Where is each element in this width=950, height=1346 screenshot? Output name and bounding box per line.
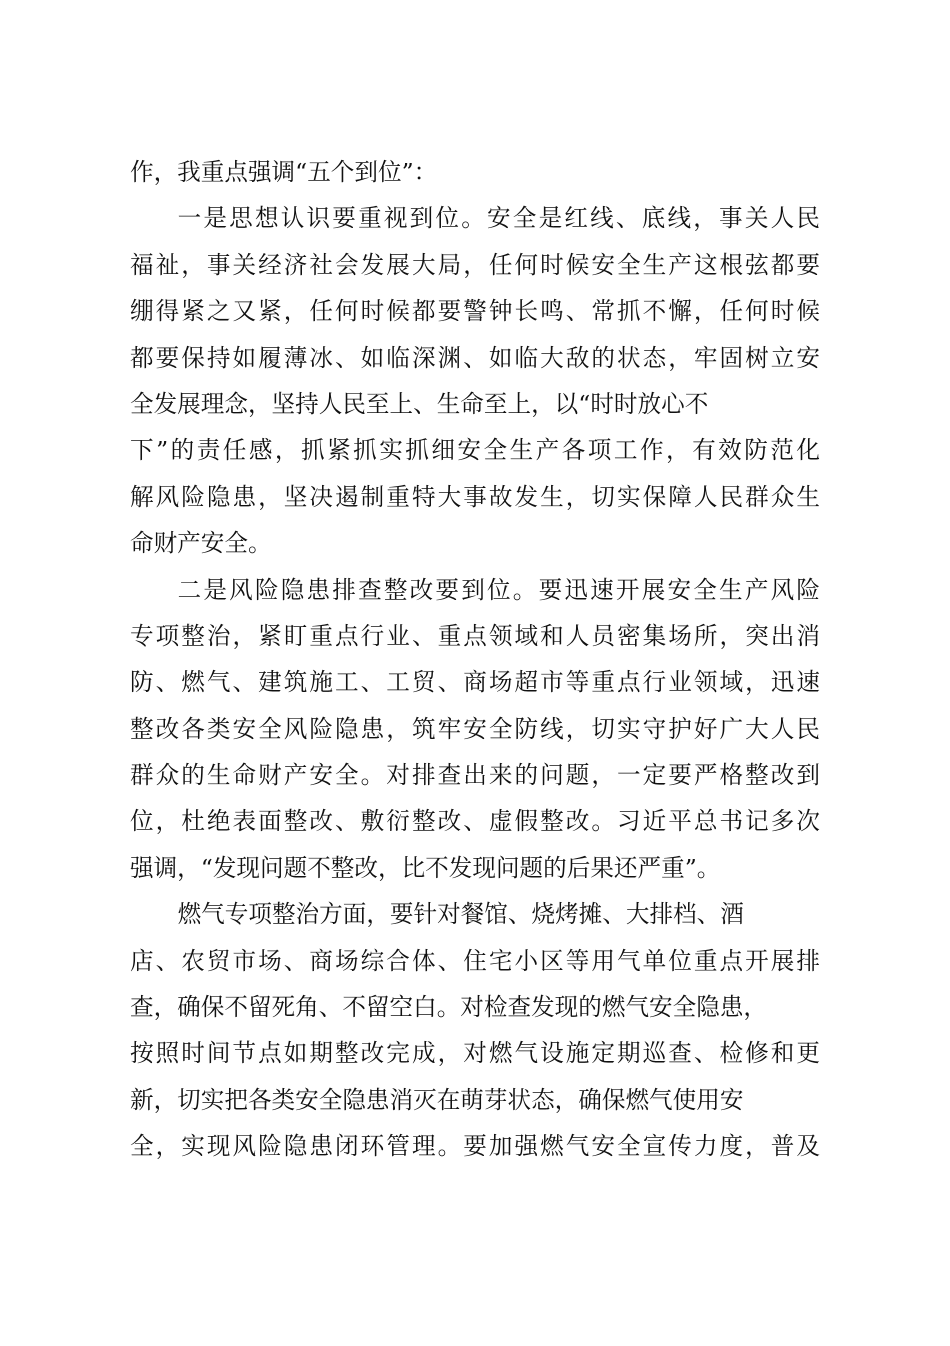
text-line: 全，实现风险隐患闭环管理。要加强燃气安全宣传力度，普及 xyxy=(130,1132,820,1161)
paragraph-first-line: 二是风险隐患排查整改要到位。要迅速开展安全生产风险 xyxy=(177,575,820,604)
text-line: 防、燃气、建筑施工、工贸、商场超市等重点行业领域，迅速 xyxy=(130,668,820,697)
document-body xyxy=(130,149,820,1170)
text-line: 强调，“发现问题不整改，比不发现问题的后果还严重”。 xyxy=(130,853,721,882)
paragraph-first-line: 一是思想认识要重视到位。安全是红线、底线，事关人民 xyxy=(177,204,820,233)
text-line: 作，我重点强调“五个到位”： xyxy=(130,158,438,186)
text-line: 查，确保不留死角、不留空白。对检查发现的燃气安全隐患， xyxy=(130,993,768,1022)
text-line: 群众的生命财产安全。对排查出来的问题，一定要严格整改到 xyxy=(130,761,820,790)
text-line: 专项整治，紧盯重点行业、重点领域和人员密集场所，突出消 xyxy=(130,621,820,650)
text-line: 解风险隐患，坚决遏制重特大事故发生，切实保障人民群众生 xyxy=(130,482,820,511)
text-line: 福祉，事关经济社会发展大局，任何时候安全生产这根弦都要 xyxy=(130,250,820,279)
text-line: 下”的责任感，抓紧抓实抓细安全生产各项工作，有效防范化 xyxy=(130,436,820,465)
text-line: 都要保持如履薄冰、如临深渊、如临大敌的状态，牢固树立安 xyxy=(130,343,820,372)
text-line: 店、农贸市场、商场综合体、住宅小区等用气单位重点开展排 xyxy=(130,946,820,975)
text-line: 新，切实把各类安全隐患消灭在萌芽状态，确保燃气使用安 xyxy=(130,1085,744,1114)
text-line: 整改各类安全风险隐患，筑牢安全防线，切实守护好广大人民 xyxy=(130,714,820,743)
paragraph-first-line: 燃气专项整治方面，要针对餐馆、烧烤摊、大排档、酒 xyxy=(177,900,744,929)
text-line: 命财产安全。 xyxy=(130,529,272,558)
text-line: 位，杜绝表面整改、敷衍整改、虚假整改。习近平总书记多次 xyxy=(130,807,820,836)
text-line: 全发展理念，坚持人民至上、生命至上，以“时时放心不 xyxy=(130,389,709,418)
text-line: 按照时间节点如期整改完成，对燃气设施定期巡查、检修和更 xyxy=(130,1039,820,1068)
text-line: 绷得紧之又紧，任何时候都要警钟长鸣、常抓不懈，任何时候 xyxy=(130,297,820,326)
